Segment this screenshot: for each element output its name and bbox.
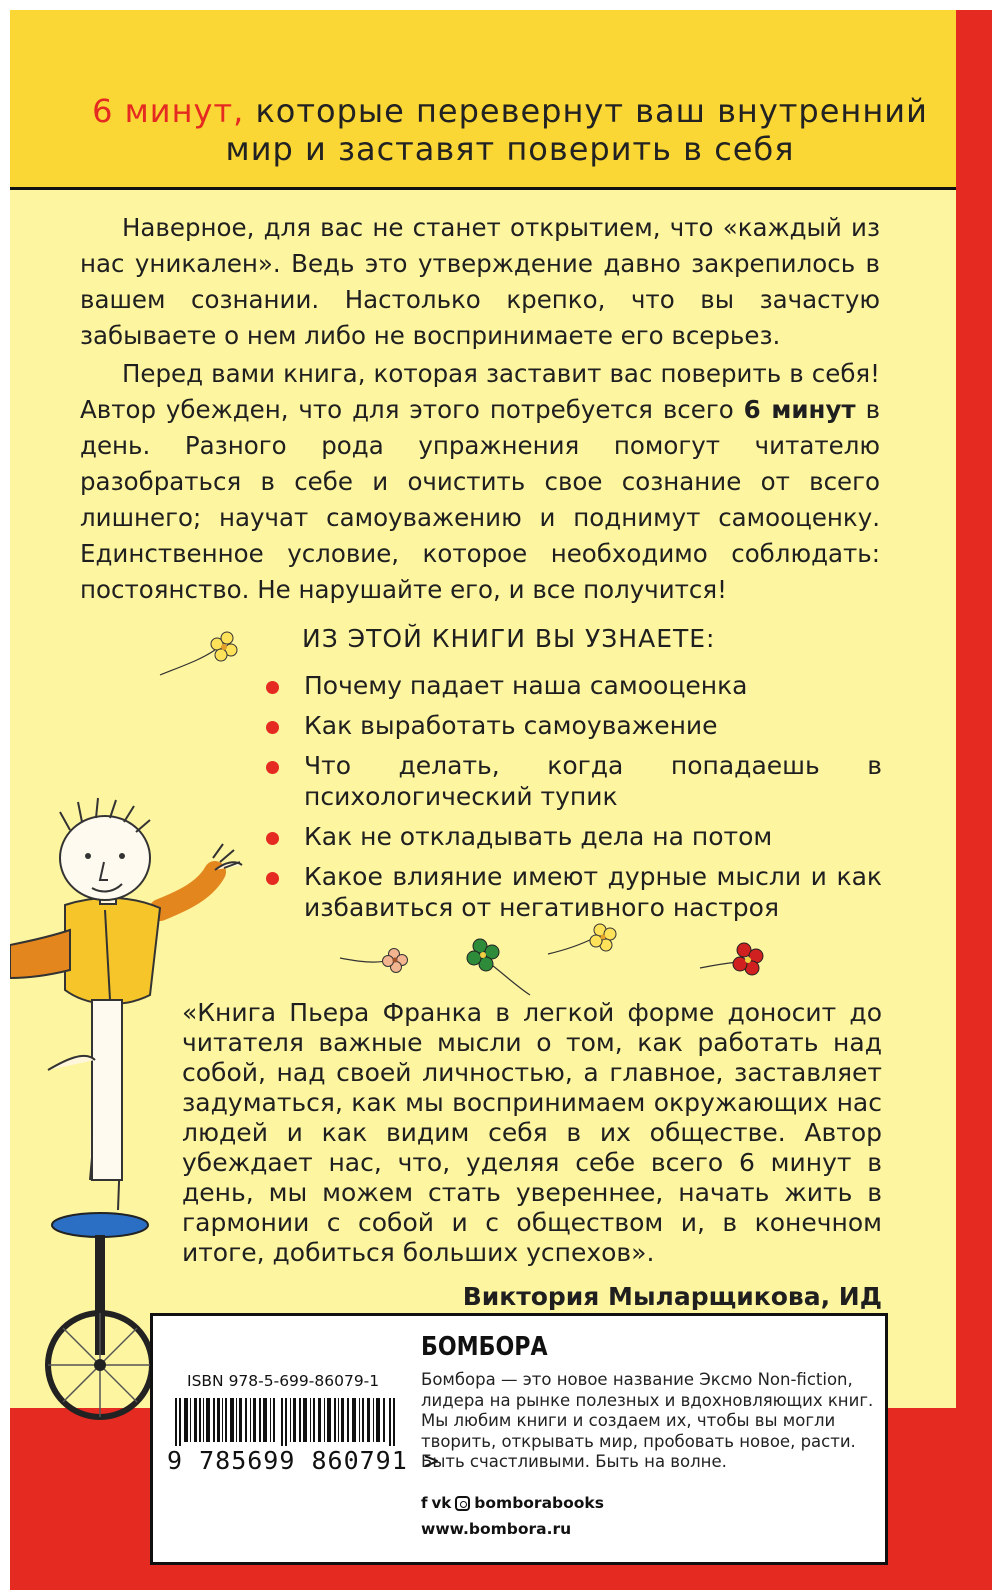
list-item: Почему падает наша самооценка bbox=[262, 670, 882, 701]
facebook-icon[interactable]: f bbox=[421, 1494, 428, 1512]
red-side-stripe bbox=[956, 10, 992, 1590]
book-back-cover bbox=[10, 10, 992, 1590]
publisher-logo: БОМБОРА bbox=[421, 1332, 548, 1362]
bullet-dot-icon bbox=[266, 681, 279, 694]
website-link[interactable]: www.bombora.ru bbox=[421, 1520, 572, 1538]
list-item: Как не откладывать дела на потом bbox=[262, 821, 882, 852]
headline-line2: мир и заставят поверить в себя bbox=[225, 130, 795, 168]
flower-icon bbox=[160, 632, 237, 675]
headline-accent: 6 минут, bbox=[92, 92, 245, 130]
vk-icon[interactable]: vk bbox=[431, 1494, 452, 1512]
barcode-icon bbox=[173, 1398, 403, 1446]
publisher-info-box bbox=[150, 1313, 888, 1565]
bullet-dot-icon bbox=[266, 761, 279, 774]
flower-icon bbox=[700, 943, 763, 975]
intro-paragraph: Наверное, для вас не станет открытием, что «каждый из нас уникален». Ведь это утверждение давно закрепилось в вашем сознании. Настолько крепко, что вы зачастую забываете о нем либо не воспринимаете его всерьез. bbox=[80, 213, 880, 350]
social-links bbox=[421, 1494, 604, 1512]
instagram-icon[interactable] bbox=[455, 1496, 470, 1511]
bullet-dot-icon bbox=[266, 872, 279, 885]
review-author: Виктория Мыларщикова, ИД bbox=[462, 1282, 882, 1311]
six-minutes-bold: 6 минут bbox=[743, 395, 856, 424]
list-item: Как выработать самоуважение bbox=[262, 710, 882, 741]
bullet-dot-icon bbox=[266, 721, 279, 734]
isbn-label: ISBN 978-5-699-86079-1 bbox=[187, 1372, 380, 1390]
flower-icon bbox=[340, 949, 408, 973]
bullet-dot-icon bbox=[266, 832, 279, 845]
flower-icon bbox=[467, 939, 530, 995]
learn-heading: ИЗ ЭТОЙ КНИГИ ВЫ УЗНАЕТЕ: bbox=[302, 624, 716, 653]
publisher-about: Бомбора — это новое название Эксмо Non-fiction, лидера на рынке полезных и вдохновляющих книг. Мы любим книги и создаем их, чтобы вы могли творить, открывать мир, пробовать новое, расти. Быть счастливыми. Быть на волне. bbox=[421, 1370, 874, 1471]
main-paragraph bbox=[80, 356, 880, 608]
main-paragraph-end: в день. Разного рода упражнения помогут читателю разобраться в себе и очистить свое сознание от всего лишнего; научат самоуважению и поднимут самооценку. Единственное условие, которое необходимо соблюдать: постоянство. Не нарушайте его, и все получится! bbox=[80, 395, 881, 604]
barcode-digits: 9 785699 860791 > bbox=[167, 1446, 440, 1475]
social-handle[interactable]: bomborabooks bbox=[474, 1494, 604, 1512]
headline-line1: которые перевернут ваш внутренний bbox=[244, 92, 928, 130]
list-item: Что делать, когда попадаешь в психологический тупик bbox=[262, 750, 882, 812]
main-paragraph-start: Перед вами книга, которая заставит вас поверить в себя! Автор убежден, что для этого потребуется всего bbox=[80, 359, 880, 424]
learn-list bbox=[262, 670, 882, 932]
list-item: Какое влияние имеют дурные мысли и как избавиться от негативного настроя bbox=[262, 861, 882, 923]
review-quote: «Книга Пьера Франка в легкой форме доносит до читателя важные мысли о том, как работать над собой, над своей личностью, а главное, заставляет задуматься, как мы воспринимаем окружающих нас людей и как видим себя в их обществе. Автор убеждает нас, что, уделяя себе всего 6 минут в день, мы можем стать увереннее, начать жить в гармонии с собой и с обществом и, в конечном итоге, добиться больших успехов». bbox=[182, 998, 882, 1267]
